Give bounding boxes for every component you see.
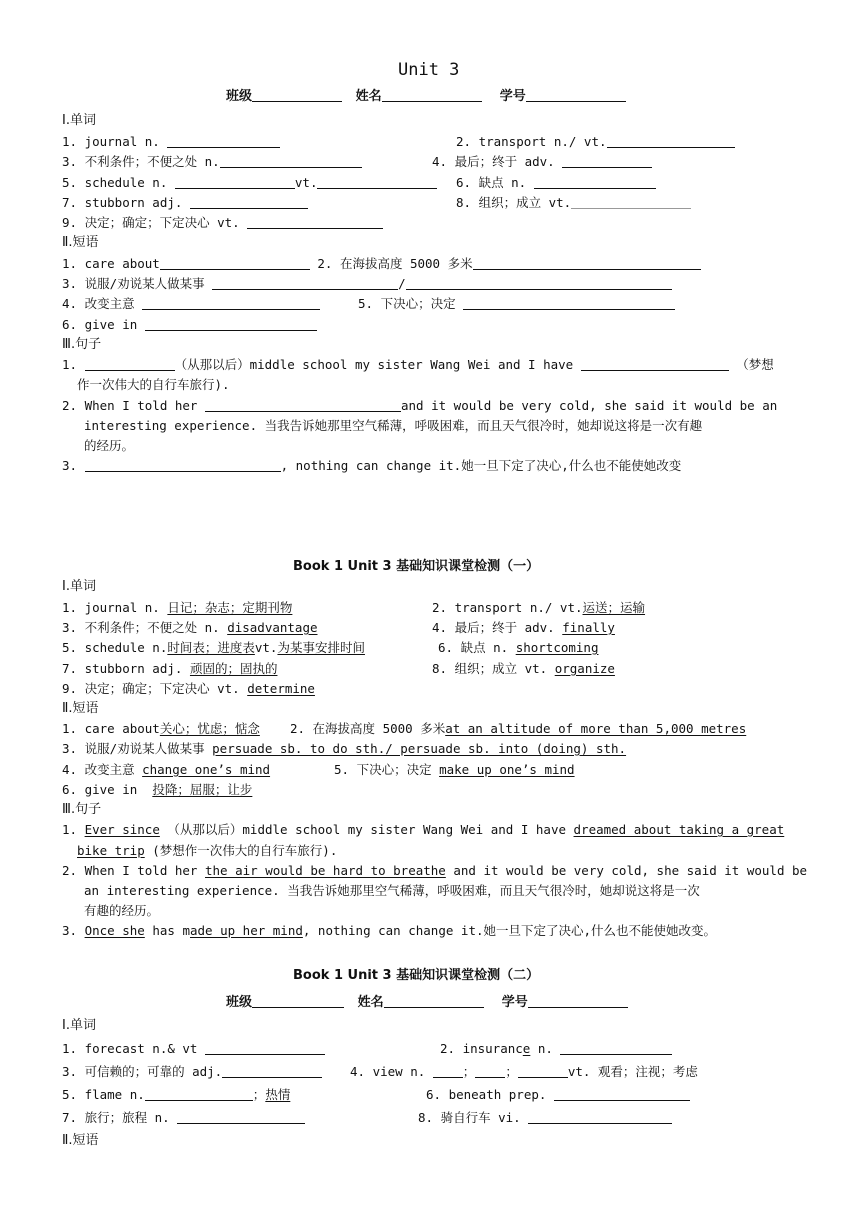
answer-blank[interactable] <box>142 295 320 310</box>
word-item-3: 3. 不利条件；不便之处 n. <box>62 153 362 171</box>
word-item-9: 9. 决定；确定；下定决心 vt. <box>62 214 383 232</box>
answer-phrase-1: 1. care about关心；忧虑；惦念 2. 在海拔高度 5000 多米at an altitude of more than 5,000 metres <box>62 721 747 736</box>
answer-blank[interactable] <box>222 1063 322 1078</box>
student-info-row <box>226 87 626 106</box>
id-blank[interactable] <box>528 993 628 1008</box>
word-item-2: 2. transport n./ vt. <box>456 133 735 151</box>
quiz2-word-1: 1. forecast n.& vt <box>62 1040 325 1058</box>
answer-blank[interactable] <box>560 1040 672 1055</box>
sentence-item-2-cont: interesting experience. 当我告诉她那里空气稀薄，呼吸困难，而且天气很冷时，她却说这将是一次有趣 <box>84 418 703 433</box>
answer-sentence-2-cont: an interesting experience. 当我告诉她那里空气稀薄，呼吸困难，而且天气很冷时，她却说这将是一次 <box>84 883 700 898</box>
quiz2-word-3: 3. 可信赖的；可靠的 adj. <box>62 1063 322 1081</box>
answer-word-1: 1. journal n. 日记；杂志；定期刊物 <box>62 600 293 615</box>
phrase-item-6: 6. give in <box>62 316 317 334</box>
section-sentences-heading: Ⅲ.句子 <box>62 802 102 817</box>
word-item-1: 1. journal n. <box>62 133 280 151</box>
section-phrases-heading: Ⅱ.短语 <box>62 701 99 716</box>
answer-blank[interactable] <box>205 1040 325 1055</box>
class-label: 班级 <box>226 89 253 104</box>
answer-word-9: 9. 决定；确定；下定决心 vt. determine <box>62 681 315 696</box>
unit-title: Unit 3 <box>398 60 460 80</box>
answer-blank[interactable] <box>167 133 280 148</box>
answer-sentence-3: 3. Once she has made up her mind, nothing can change it.她一旦下定了决心,什么也不能使她改变。 <box>62 923 717 938</box>
answer-blank[interactable] <box>85 457 281 472</box>
quiz-two-title: Book 1 Unit 3 基础知识课堂检测（二） <box>293 968 540 983</box>
name-blank[interactable] <box>384 993 484 1008</box>
answer-blank[interactable] <box>205 397 401 412</box>
answer-word-8: 8. 组织；成立 vt. organize <box>432 661 615 676</box>
quiz-one-title: Book 1 Unit 3 基础知识课堂检测（一） <box>293 559 540 574</box>
answer-phrase-6: 6. give in 投降；屈服；让步 <box>62 782 253 797</box>
answer-blank[interactable] <box>406 275 672 290</box>
section-words-heading: Ⅰ.单词 <box>62 1018 96 1033</box>
answer-phrase-3: 3. 说服/劝说某人做某事 persuade sb. to do sth./ persuade sb. into (doing) sth. <box>62 741 627 756</box>
quiz2-word-2: 2. insurance n. <box>440 1040 672 1058</box>
quiz2-word-4: 4. view n. ； ； vt. 观看；注视；考虑 <box>350 1064 698 1079</box>
sentence-item-2-cont2: 的经历。 <box>84 438 135 453</box>
answer-blank[interactable] <box>473 255 701 270</box>
answer-blank[interactable] <box>562 153 652 168</box>
class-blank[interactable] <box>252 87 342 102</box>
id-blank[interactable] <box>526 87 626 102</box>
answer-sentence-2-cont2: 有趣的经历。 <box>84 903 160 918</box>
answer-blank[interactable] <box>518 1063 568 1078</box>
id-label: 学号 <box>501 995 528 1010</box>
answer-blank[interactable] <box>247 214 383 229</box>
answer-blank[interactable] <box>177 1109 305 1124</box>
quiz2-word-8: 8. 骑自行车 vi. <box>418 1109 672 1127</box>
section-words-heading: Ⅰ.单词 <box>62 579 96 594</box>
answer-word-6: 6. 缺点 n. shortcoming <box>438 640 599 655</box>
sentence-item-2: 2. When I told her and it would be very cold, she said it would be an <box>62 398 778 413</box>
answer-sentence-1-cont: bike trip (梦想作一次伟大的自行车旅行). <box>77 843 338 858</box>
name-blank[interactable] <box>382 87 482 102</box>
answer-blank[interactable] <box>475 1063 505 1078</box>
word-item-5: 5. schedule n. vt. <box>62 174 437 192</box>
answer-blank[interactable] <box>528 1109 672 1124</box>
sentence-item-1: 1. （从那以后）middle school my sister Wang Wei and I have （梦想 <box>62 357 774 372</box>
word-item-7: 7. stubborn adj. <box>62 194 308 212</box>
answer-blank[interactable] <box>145 316 317 331</box>
answer-blank[interactable] <box>433 1063 463 1078</box>
phrase-item-3: 3. 说服/劝说某人做某事 / <box>62 275 672 293</box>
class-label: 班级 <box>226 995 253 1010</box>
quiz2-word-7: 7. 旅行；旅程 n. <box>62 1109 305 1127</box>
answer-word-7: 7. stubborn adj. 顽固的；固执的 <box>62 661 278 676</box>
answer-blank[interactable] <box>581 356 729 371</box>
name-label: 姓名 <box>355 89 382 104</box>
answer-sentence-1: 1. Ever since （从那以后）middle school my sister Wang Wei and I have dreamed about taking a great <box>62 822 785 837</box>
quiz2-word-6: 6. beneath prep. <box>426 1086 690 1104</box>
phrase-item-1: 1. care about 2. 在海拔高度 5000 多米 <box>62 255 701 273</box>
section-phrases-heading: Ⅱ.短语 <box>62 235 99 250</box>
word-item-8: 8. 组织；成立 vt. <box>456 194 691 212</box>
answer-blank[interactable] <box>317 174 437 189</box>
section-phrases-heading: Ⅱ.短语 <box>62 1133 99 1148</box>
answer-blank[interactable] <box>607 133 735 148</box>
answer-blank[interactable] <box>463 295 675 310</box>
answer-blank[interactable] <box>160 255 310 270</box>
answer-blank[interactable] <box>554 1086 690 1101</box>
answer-sentence-2: 2. When I told her the air would be hard to breathe and it would be very cold, she said it would be <box>62 863 808 878</box>
answer-blank[interactable] <box>534 174 656 189</box>
class-blank[interactable] <box>252 993 344 1008</box>
section-sentences-heading: Ⅲ.句子 <box>62 337 102 352</box>
sentence-item-1-cont: 作一次伟大的自行车旅行). <box>77 377 230 392</box>
answer-blank[interactable] <box>85 356 175 371</box>
answer-word-2: 2. transport n./ vt.运送；运输 <box>432 600 646 615</box>
word-item-4: 4. 最后；终于 adv. <box>432 153 652 171</box>
answer-phrase-5: 5. 下决心；决定 make up one’s mind <box>334 762 575 777</box>
answer-blank[interactable] <box>175 174 295 189</box>
student-info-row <box>226 993 628 1012</box>
answer-word-5: 5. schedule n.时间表；进度表vt.为某事安排时间 <box>62 640 365 655</box>
answer-blank[interactable] <box>212 275 398 290</box>
id-label: 学号 <box>499 89 526 104</box>
answer-word-3: 3. 不利条件；不便之处 n. disadvantage <box>62 620 318 635</box>
answer-word-4: 4. 最后；终于 adv. finally <box>432 620 615 635</box>
sentence-item-3: 3. , nothing can change it.她一旦下定了决心,什么也不能使她改变 <box>62 458 682 473</box>
name-label: 姓名 <box>357 995 384 1010</box>
answer-phrase-4: 4. 改变主意 change one’s mind <box>62 762 271 777</box>
section-words-heading: Ⅰ.单词 <box>62 113 96 128</box>
phrase-item-5: 5. 下决心；决定 <box>358 295 675 313</box>
answer-blank[interactable] <box>220 153 362 168</box>
quiz2-word-5: 5. flame n. ；热情 <box>62 1087 291 1102</box>
word-item-6: 6. 缺点 n. <box>456 174 656 192</box>
answer-blank[interactable] <box>190 194 308 209</box>
answer-blank[interactable] <box>145 1086 253 1101</box>
phrase-item-4: 4. 改变主意 <box>62 295 320 313</box>
answer-blank[interactable] <box>571 194 691 209</box>
